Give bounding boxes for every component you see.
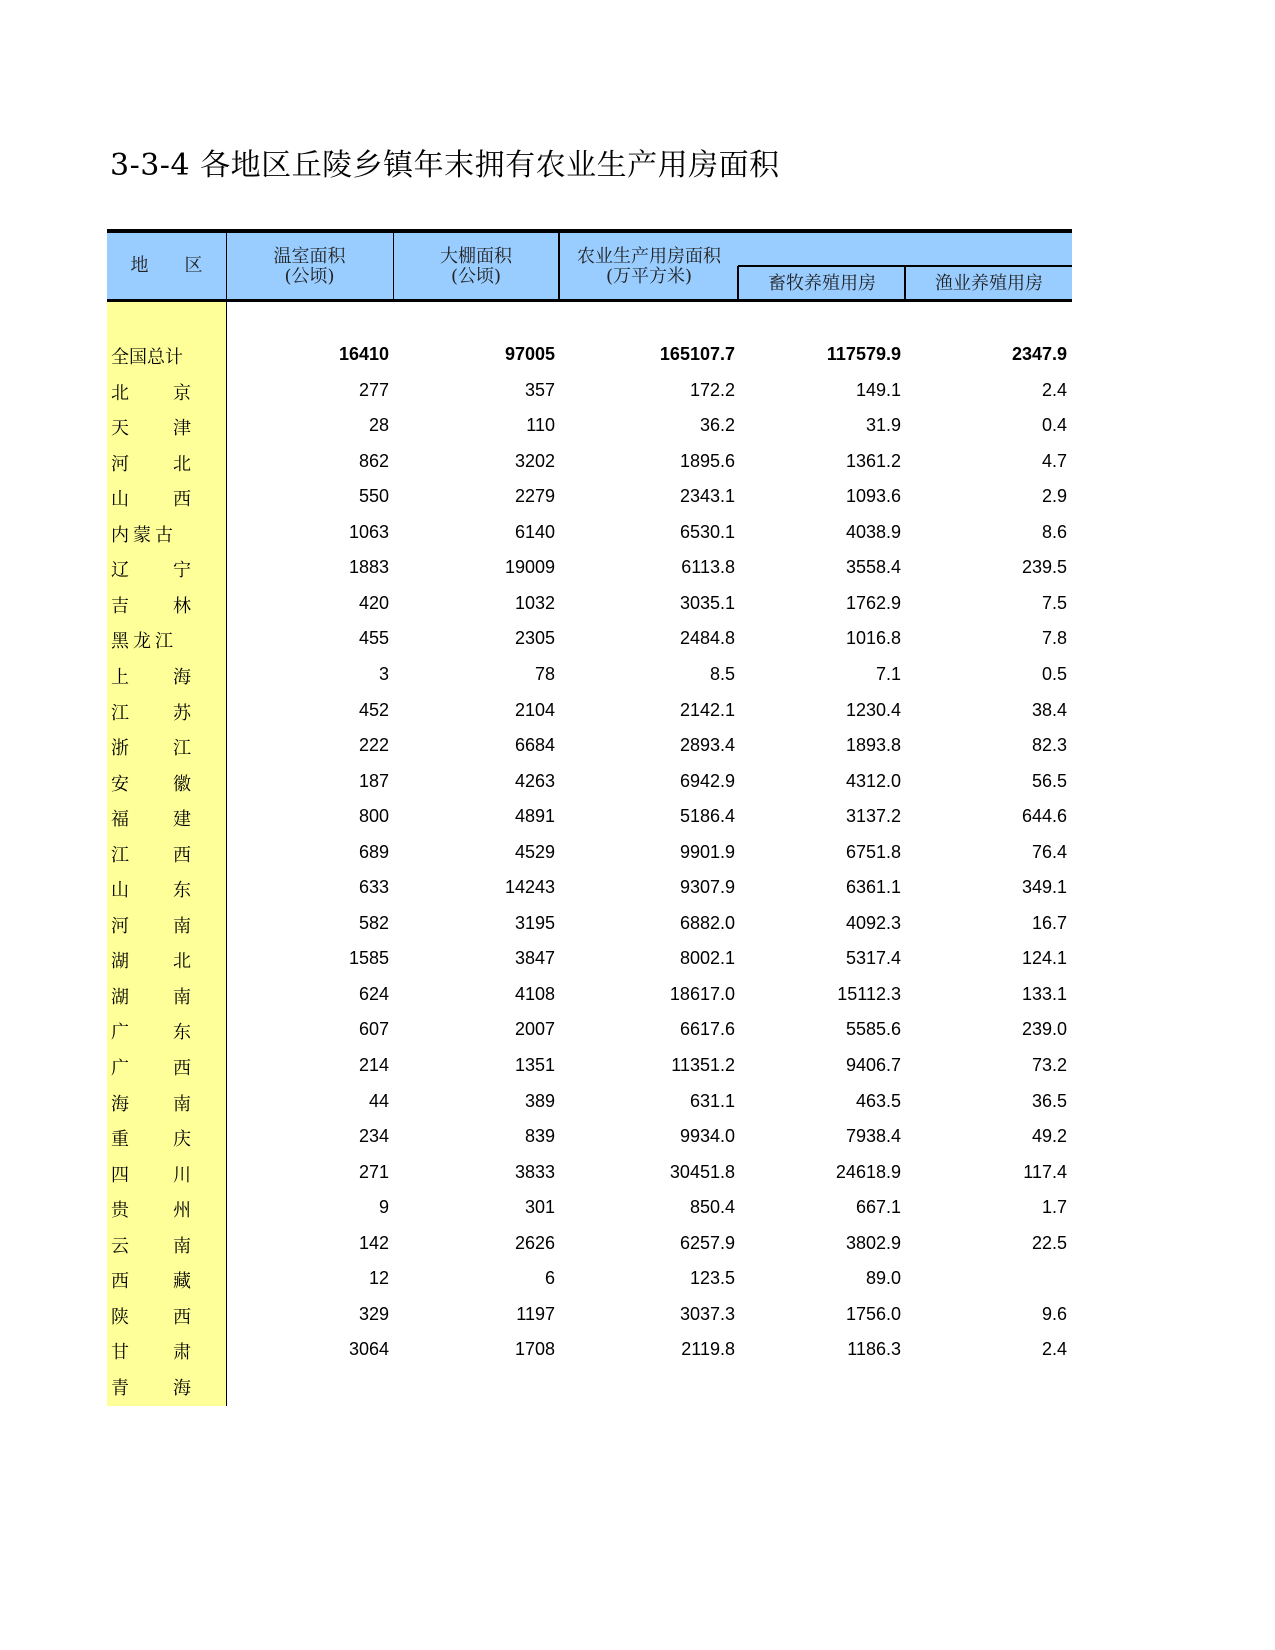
- cell-farm-building: 2484.8: [679, 628, 735, 649]
- cell-shed: 839: [524, 1126, 555, 1147]
- table-row: [0, 1261, 1275, 1296]
- region-name: 云南: [111, 1235, 191, 1257]
- header-farm-building-unit: (万平方米): [605, 266, 693, 287]
- cell-shed: 6: [544, 1268, 555, 1289]
- cell-farm-building: 6617.6: [679, 1019, 735, 1040]
- cell-shed: 1708: [514, 1339, 555, 1360]
- cell-greenhouse: 607: [358, 1019, 389, 1040]
- cell-livestock: 6361.1: [845, 877, 901, 898]
- cell-fishery: 1.7: [1041, 1197, 1067, 1218]
- subheader-divider: [738, 265, 1072, 267]
- table-row: [0, 550, 1275, 585]
- cell-fishery: 7.5: [1041, 592, 1067, 613]
- header-shed-unit: (公顷): [450, 266, 502, 287]
- cell-greenhouse: 689: [358, 841, 389, 862]
- table-row: [0, 835, 1275, 870]
- cell-shed: 3202: [514, 450, 555, 471]
- cell-farm-building: 2142.1: [679, 699, 735, 720]
- cell-farm-building: 36.2: [699, 415, 735, 436]
- cell-shed: 6684: [514, 735, 555, 756]
- cell-greenhouse: 633: [358, 877, 389, 898]
- table-row: [0, 1368, 1275, 1403]
- cell-farm-building: 30451.8: [669, 1161, 735, 1182]
- region-name: 辽宁: [111, 560, 191, 582]
- table-row: [0, 1297, 1275, 1332]
- cell-livestock: 1361.2: [845, 450, 901, 471]
- cell-shed: 3195: [514, 912, 555, 933]
- cell-fishery: 0.5: [1041, 663, 1067, 684]
- cell-shed: 6140: [514, 521, 555, 542]
- cell-livestock: 149.1: [855, 379, 901, 400]
- cell-fishery: 2.9: [1041, 486, 1067, 507]
- table-row: [0, 1012, 1275, 1047]
- header-farm-building-label: 农业生产用房面积: [577, 246, 721, 267]
- cell-fishery: 133.1: [1021, 983, 1067, 1004]
- cell-fishery: 8.6: [1041, 521, 1067, 542]
- table-row: [0, 870, 1275, 905]
- cell-livestock: 15112.3: [837, 983, 901, 1004]
- cell-greenhouse: 3064: [348, 1339, 389, 1360]
- table-row: [0, 373, 1275, 408]
- cell-fishery: 56.5: [1031, 770, 1067, 791]
- region-name: 福建: [111, 809, 191, 831]
- cell-greenhouse: 862: [358, 450, 389, 471]
- cell-fishery: 239.5: [1021, 557, 1067, 578]
- table-row: [0, 941, 1275, 976]
- cell-shed: 301: [524, 1197, 555, 1218]
- table-row: [0, 1119, 1275, 1154]
- cell-fishery: 22.5: [1031, 1232, 1067, 1253]
- cell-livestock: 89.0: [865, 1268, 901, 1289]
- cell-shed: 2279: [514, 486, 555, 507]
- cell-greenhouse: 16410: [338, 344, 389, 364]
- table-row: [0, 444, 1275, 479]
- cell-greenhouse: 329: [358, 1303, 389, 1324]
- cell-farm-building: 9307.9: [679, 877, 735, 898]
- cell-greenhouse: 624: [358, 983, 389, 1004]
- cell-fishery: 2347.9: [1011, 344, 1067, 364]
- table-row: [0, 586, 1275, 621]
- cell-farm-building: 165107.7: [659, 344, 735, 364]
- cell-greenhouse: 800: [358, 806, 389, 827]
- cell-fishery: 124.1: [1021, 948, 1067, 969]
- region-name: 广东: [111, 1022, 191, 1044]
- cell-fishery: 644.6: [1021, 806, 1067, 827]
- cell-livestock: 1186.3: [847, 1339, 901, 1360]
- cell-shed: 389: [524, 1090, 555, 1111]
- header-greenhouse-unit: (公顷): [284, 266, 335, 287]
- region-name: 河北: [111, 453, 191, 475]
- cell-fishery: 82.3: [1031, 735, 1067, 756]
- cell-farm-building: 5186.4: [679, 806, 735, 827]
- region-name: 上海: [111, 666, 191, 688]
- cell-farm-building: 6257.9: [679, 1232, 735, 1253]
- cell-greenhouse: 550: [358, 486, 389, 507]
- cell-shed: 1197: [516, 1303, 555, 1324]
- cell-greenhouse: 271: [358, 1161, 389, 1182]
- cell-fishery: 349.1: [1021, 877, 1067, 898]
- cell-shed: 2104: [514, 699, 555, 720]
- table-row: [0, 906, 1275, 941]
- region-name: 浙江: [111, 738, 191, 760]
- cell-greenhouse: 9: [378, 1197, 389, 1218]
- region-name: 贵州: [111, 1200, 191, 1222]
- region-name: 山东: [111, 880, 191, 902]
- cell-shed: 2626: [514, 1232, 555, 1253]
- cell-livestock: 4092.3: [845, 912, 901, 933]
- cell-farm-building: 2119.8: [681, 1339, 735, 1360]
- cell-greenhouse: 1585: [348, 948, 389, 969]
- region-name: 天津: [111, 418, 191, 440]
- total-row: [0, 337, 1275, 372]
- region-name: 湖南: [111, 986, 191, 1008]
- table-row: [0, 799, 1275, 834]
- cell-fishery: 49.2: [1031, 1126, 1067, 1147]
- cell-shed: 2007: [514, 1019, 555, 1040]
- cell-shed: 2305: [514, 628, 555, 649]
- cell-shed: 1032: [514, 592, 555, 613]
- cell-farm-building: 6113.8: [681, 557, 735, 578]
- header-shed-label: 大棚面积: [440, 246, 512, 267]
- cell-livestock: 667.1: [855, 1197, 901, 1218]
- cell-fishery: 38.4: [1031, 699, 1067, 720]
- table-row: [0, 1190, 1275, 1225]
- cell-greenhouse: 234: [358, 1126, 389, 1147]
- cell-farm-building: 11351.2: [671, 1055, 735, 1075]
- cell-shed: 4108: [514, 983, 555, 1004]
- region-name: 吉林: [111, 595, 191, 617]
- cell-greenhouse: 28: [368, 415, 389, 436]
- header-region: 地 区: [130, 255, 203, 276]
- cell-livestock: 1893.8: [845, 735, 901, 756]
- cell-farm-building: 8002.1: [679, 948, 735, 969]
- cell-farm-building: 6882.0: [679, 912, 735, 933]
- cell-farm-building: 8.5: [709, 663, 735, 684]
- region-name: 内蒙古: [111, 524, 177, 546]
- table-row: [0, 1048, 1275, 1083]
- cell-fishery: 76.4: [1031, 841, 1067, 862]
- cell-livestock: 117579.9: [826, 344, 901, 364]
- cell-livestock: 1016.8: [845, 628, 901, 649]
- cell-greenhouse: 420: [358, 592, 389, 613]
- cell-livestock: 7.1: [875, 663, 901, 684]
- cell-livestock: 4038.9: [845, 521, 901, 542]
- header-fishery: 渔业养殖用房: [935, 273, 1043, 294]
- cell-farm-building: 172.2: [689, 379, 735, 400]
- cell-fishery: 117.4: [1023, 1161, 1067, 1182]
- table-row: [0, 728, 1275, 763]
- cell-livestock: 4312.0: [845, 770, 901, 791]
- cell-shed: 3847: [514, 948, 555, 969]
- table-row: [0, 977, 1275, 1012]
- cell-greenhouse: 12: [368, 1268, 389, 1289]
- cell-shed: 14243: [504, 877, 555, 898]
- cell-farm-building: 6530.1: [679, 521, 735, 542]
- region-name: 黑龙江: [111, 631, 177, 653]
- region-name: 甘肃: [111, 1342, 191, 1364]
- cell-fishery: 36.5: [1031, 1090, 1067, 1111]
- cell-farm-building: 3035.1: [679, 592, 735, 613]
- cell-shed: 357: [524, 379, 555, 400]
- cell-fishery: 73.2: [1031, 1055, 1067, 1075]
- cell-livestock: 5317.4: [845, 948, 901, 969]
- table-row: [0, 1084, 1275, 1119]
- cell-greenhouse: 1063: [348, 521, 389, 542]
- cell-greenhouse: 142: [358, 1232, 389, 1253]
- header-farm-building: [560, 247, 738, 287]
- region-name: 全国总计: [111, 347, 183, 368]
- cell-shed: 4263: [514, 770, 555, 791]
- cell-greenhouse: 44: [368, 1090, 389, 1111]
- table-row: [0, 693, 1275, 728]
- cell-shed: 1351: [514, 1055, 555, 1075]
- cell-livestock: 9406.7: [845, 1055, 901, 1075]
- table-row: [0, 479, 1275, 514]
- cell-fishery: 0.4: [1041, 415, 1067, 436]
- cell-greenhouse: 452: [358, 699, 389, 720]
- cell-farm-building: 1895.6: [679, 450, 735, 471]
- region-name: 陕西: [111, 1306, 191, 1328]
- cell-greenhouse: 214: [358, 1055, 389, 1075]
- region-name: 山西: [111, 489, 191, 511]
- cell-shed: 110: [526, 415, 555, 436]
- cell-farm-building: 850.4: [689, 1197, 735, 1218]
- cell-shed: 3833: [514, 1161, 555, 1182]
- cell-greenhouse: 582: [358, 912, 389, 933]
- cell-shed: 19009: [504, 557, 555, 578]
- cell-farm-building: 2893.4: [679, 735, 735, 756]
- header-greenhouse: [226, 247, 393, 287]
- cell-fishery: 9.6: [1041, 1303, 1067, 1324]
- cell-livestock: 1093.6: [845, 486, 901, 507]
- cell-livestock: 7938.4: [845, 1126, 901, 1147]
- table-row: [0, 1155, 1275, 1190]
- table-row: [0, 764, 1275, 799]
- cell-greenhouse: 222: [358, 735, 389, 756]
- cell-shed: 78: [534, 663, 555, 684]
- cell-greenhouse: 187: [358, 770, 389, 791]
- region-name: 广西: [111, 1058, 191, 1079]
- table-row: [0, 621, 1275, 656]
- region-name: 河南: [111, 915, 191, 937]
- cell-livestock: 24618.9: [835, 1161, 901, 1182]
- region-name: 青海: [111, 1377, 191, 1399]
- cell-livestock: 31.9: [865, 415, 901, 436]
- region-name: 江西: [111, 844, 191, 866]
- cell-farm-building: 9901.9: [679, 841, 735, 862]
- cell-shed: 4529: [514, 841, 555, 862]
- cell-farm-building: 18617.0: [669, 983, 735, 1004]
- region-name: 湖北: [111, 951, 191, 973]
- region-name: 安徽: [111, 773, 191, 795]
- cell-livestock: 5585.6: [845, 1019, 901, 1040]
- header-shed: [393, 247, 559, 287]
- cell-livestock: 3137.2: [845, 806, 901, 827]
- cell-greenhouse: 455: [358, 628, 389, 649]
- page-title: 3-3-4 各地区丘陵乡镇年末拥有农业生产用房面积: [110, 148, 780, 183]
- cell-farm-building: 6942.9: [679, 770, 735, 791]
- cell-livestock: 6751.8: [845, 841, 901, 862]
- header-greenhouse-label: 温室面积: [273, 246, 346, 267]
- cell-fishery: 4.7: [1041, 450, 1067, 471]
- region-name: 四川: [111, 1164, 191, 1186]
- table-row: [0, 408, 1275, 443]
- cell-livestock: 1230.4: [845, 699, 901, 720]
- cell-farm-building: 3037.3: [679, 1303, 735, 1324]
- table-row: [0, 1332, 1275, 1367]
- table-row: [0, 515, 1275, 550]
- cell-shed: 97005: [504, 344, 555, 364]
- cell-fishery: 16.7: [1031, 912, 1067, 933]
- cell-livestock: 3558.4: [845, 557, 901, 578]
- cell-greenhouse: 1883: [348, 557, 389, 578]
- region-name: 重庆: [111, 1129, 191, 1151]
- table-row: [0, 1226, 1275, 1261]
- cell-greenhouse: 277: [358, 379, 389, 400]
- cell-farm-building: 123.5: [689, 1268, 735, 1289]
- region-name: 北京: [111, 382, 191, 404]
- cell-farm-building: 2343.1: [679, 486, 735, 507]
- header-livestock: 畜牧养殖用房: [768, 273, 876, 294]
- region-name: 西藏: [111, 1271, 191, 1293]
- cell-fishery: 7.8: [1041, 628, 1067, 649]
- cell-livestock: 3802.9: [845, 1232, 901, 1253]
- region-name: 江苏: [111, 702, 191, 724]
- table-row: [0, 657, 1275, 692]
- cell-farm-building: 631.1: [689, 1090, 735, 1111]
- cell-livestock: 1762.9: [845, 592, 901, 613]
- cell-greenhouse: 3: [378, 663, 389, 684]
- cell-fishery: 2.4: [1041, 379, 1067, 400]
- cell-livestock: 1756.0: [845, 1303, 901, 1324]
- cell-fishery: 2.4: [1041, 1339, 1067, 1360]
- region-name: 海南: [111, 1093, 191, 1115]
- cell-livestock: 463.5: [855, 1090, 901, 1111]
- cell-fishery: 239.0: [1021, 1019, 1067, 1040]
- cell-shed: 4891: [514, 806, 555, 827]
- cell-farm-building: 9934.0: [679, 1126, 735, 1147]
- header-bottom-border: [107, 299, 1072, 302]
